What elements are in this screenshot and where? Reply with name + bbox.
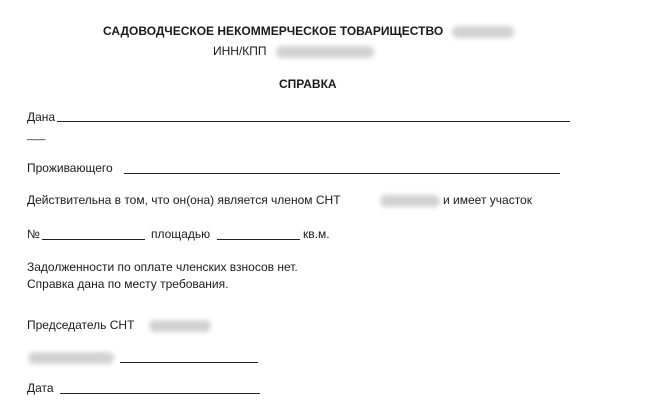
no-debt-statement: Задолженности по оплате членских взносов нет.	[27, 260, 298, 274]
date-line	[60, 393, 260, 394]
plot-number-line	[42, 239, 145, 240]
area-line	[217, 239, 300, 240]
residing-line	[124, 173, 560, 174]
residing-label: Проживающего	[27, 161, 113, 175]
redacted-org-name	[452, 26, 514, 38]
chairman-label: Председатель СНТ	[27, 318, 135, 332]
redacted-inn	[276, 46, 374, 58]
area-label: площадью	[151, 227, 211, 241]
org-name: САДОВОДЧЕСКОЕ НЕКОММЕРЧЕСКОЕ ТОВАРИЩЕСТВО	[103, 24, 444, 38]
redacted-snt-name	[380, 195, 440, 207]
signature-line	[120, 362, 258, 363]
doc-title: СПРАВКА	[279, 77, 337, 91]
inn-label: ИНН/КПП	[213, 44, 267, 58]
member-text-end: и имеет участок	[443, 193, 532, 207]
redacted-chairman-name	[28, 352, 114, 364]
issued-to-line	[57, 121, 570, 122]
date-label: Дата	[27, 381, 54, 395]
redacted-chairman-snt	[149, 320, 211, 332]
area-unit: кв.м.	[303, 227, 330, 241]
plot-number-label: №	[27, 227, 40, 241]
member-text: Действительна в том, что он(она) является членом СНТ	[27, 193, 341, 207]
issued-to-continuation: ___	[27, 129, 46, 141]
purpose-statement: Справка дана по месту требования.	[27, 277, 229, 291]
issued-to-label: Дана	[27, 110, 56, 124]
